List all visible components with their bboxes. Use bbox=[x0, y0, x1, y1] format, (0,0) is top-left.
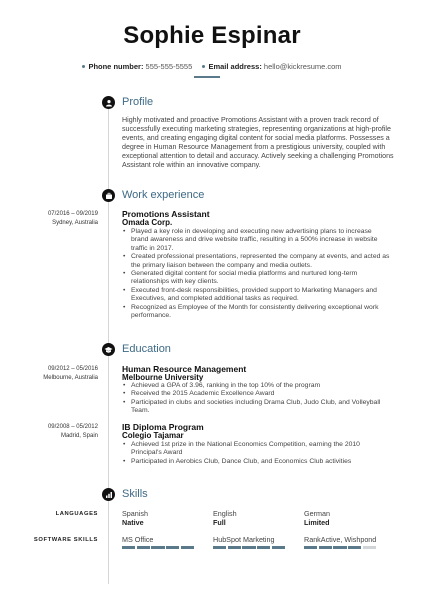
skill-level-segment bbox=[181, 546, 194, 549]
education-location-2: Madrid, Spain bbox=[60, 433, 98, 439]
skill-level-segment bbox=[166, 546, 179, 549]
skill-level-segment bbox=[137, 546, 150, 549]
education-bullets-2 bbox=[122, 441, 390, 466]
list-item: • Achieved a GPA of 3.96, ranking in the top 10% of the program bbox=[122, 382, 390, 390]
education-school-2: Colegio Tajamar bbox=[122, 431, 184, 440]
language-name: Spanish bbox=[122, 509, 148, 518]
education-location-1: Melbourne, Australia bbox=[43, 375, 98, 381]
bullet-dot-icon bbox=[202, 65, 205, 68]
skill-level-segment bbox=[213, 546, 226, 549]
skill-level-bar bbox=[122, 546, 194, 549]
skill-level-segment bbox=[333, 546, 346, 549]
list-item: • Received the 2015 Academic Excellence Award bbox=[122, 390, 390, 398]
languages-label: LANGUAGES bbox=[55, 511, 98, 517]
education-degree-1: Human Resource Management bbox=[122, 364, 247, 374]
graduation-cap-icon bbox=[102, 343, 115, 356]
list-item: • Achieved 1st prize in the National Economics Competition, earning the 2010 Principal's Award bbox=[122, 441, 390, 458]
profile-summary: Highly motivated and proactive Promotions Assistant with a proven track record of successfully executing marketing strategies, representing organizations at high-profile events, and creating engaging digital content for social media platforms. Possesses a degree in Human Resource Management from a prestigious university, coupled with exceptional attention to detail and accuracy. Actively seeking a challenging Promotions Assistant role within an innovative company. bbox=[122, 116, 394, 169]
skill-level-segment bbox=[363, 546, 376, 549]
education-school-1: Melbourne University bbox=[122, 373, 204, 382]
work-location: Sydney, Australia bbox=[52, 220, 98, 226]
list-item: • Executed front-desk responsibilities, provided support to Marketing Managers and Executives, and completed additional tasks as required. bbox=[122, 287, 390, 304]
email-value: hello@kickresume.com bbox=[263, 62, 342, 71]
work-company: Omada Corp. bbox=[122, 218, 173, 227]
email-label: Email address: bbox=[208, 62, 262, 71]
software-skills-label: SOFTWARE SKILLS bbox=[33, 537, 98, 543]
education-dates-1: 09/2012 – 05/2016 bbox=[47, 366, 98, 372]
education-dates-2: 09/2008 – 05/2012 bbox=[47, 424, 98, 430]
skill-level-segment bbox=[348, 546, 361, 549]
software-name: RankActive, Wishpond bbox=[304, 535, 377, 544]
list-item: • Participated in Aerobics Club, Dance Club, and Economics Club activities bbox=[122, 458, 390, 466]
work-heading: Work experience bbox=[122, 189, 205, 201]
language-level: Limited bbox=[304, 518, 330, 527]
skill-level-segment bbox=[257, 546, 270, 549]
skill-level-segment bbox=[304, 546, 317, 549]
skill-level-segment bbox=[242, 546, 255, 549]
education-bullets-1 bbox=[122, 382, 390, 416]
profile-heading: Profile bbox=[122, 96, 154, 108]
phone-label: Phone number: bbox=[88, 62, 144, 71]
skill-level-segment bbox=[122, 546, 135, 549]
profile-person-icon bbox=[102, 96, 115, 109]
work-dates: 07/2016 – 09/2019 bbox=[47, 211, 98, 217]
language-name: English bbox=[213, 509, 237, 518]
list-item: • Recognized as Employee of the Month for consistently delivering exceptional work performance. bbox=[122, 304, 390, 321]
skills-icon bbox=[102, 488, 115, 501]
software-name: MS Office bbox=[122, 535, 154, 544]
bullet-dot-icon bbox=[82, 65, 85, 68]
list-item: • Participated in clubs and societies including Drama Club, Judo Club, and Volleyball Team. bbox=[122, 399, 390, 416]
skill-level-bar bbox=[213, 546, 285, 549]
skill-level-segment bbox=[319, 546, 332, 549]
skill-level-segment bbox=[228, 546, 241, 549]
education-heading: Education bbox=[122, 343, 171, 355]
language-name: German bbox=[304, 509, 330, 518]
header-divider bbox=[194, 76, 220, 78]
skill-level-bar bbox=[304, 546, 376, 549]
briefcase-icon bbox=[102, 189, 115, 202]
phone-value: 555-555-5555 bbox=[145, 62, 193, 71]
list-item: • Played a key role in developing and executing new advertising plans to increase brand awareness and drive website traffic, resulting in a 500% increase in website traffic in 2017. bbox=[122, 228, 390, 253]
skill-level-segment bbox=[151, 546, 164, 549]
skill-level-segment bbox=[272, 546, 285, 549]
contact-line bbox=[0, 62, 424, 71]
language-level: Full bbox=[213, 518, 226, 527]
timeline-line bbox=[108, 96, 109, 584]
list-item: • Generated digital content for social media platforms and nurtured long-term relationships with key clients. bbox=[122, 270, 390, 287]
work-bullets bbox=[122, 228, 390, 320]
software-name: HubSpot Marketing bbox=[213, 535, 275, 544]
candidate-name: Sophie Espinar bbox=[123, 22, 301, 49]
education-degree-2: IB Diploma Program bbox=[122, 422, 204, 432]
work-role: Promotions Assistant bbox=[122, 209, 210, 219]
skills-heading: Skills bbox=[122, 488, 148, 500]
language-level: Native bbox=[122, 518, 144, 527]
list-item: • Created professional presentations, represented the company at events, and acted as the primary liaison between the company and media outlets. bbox=[122, 253, 390, 270]
